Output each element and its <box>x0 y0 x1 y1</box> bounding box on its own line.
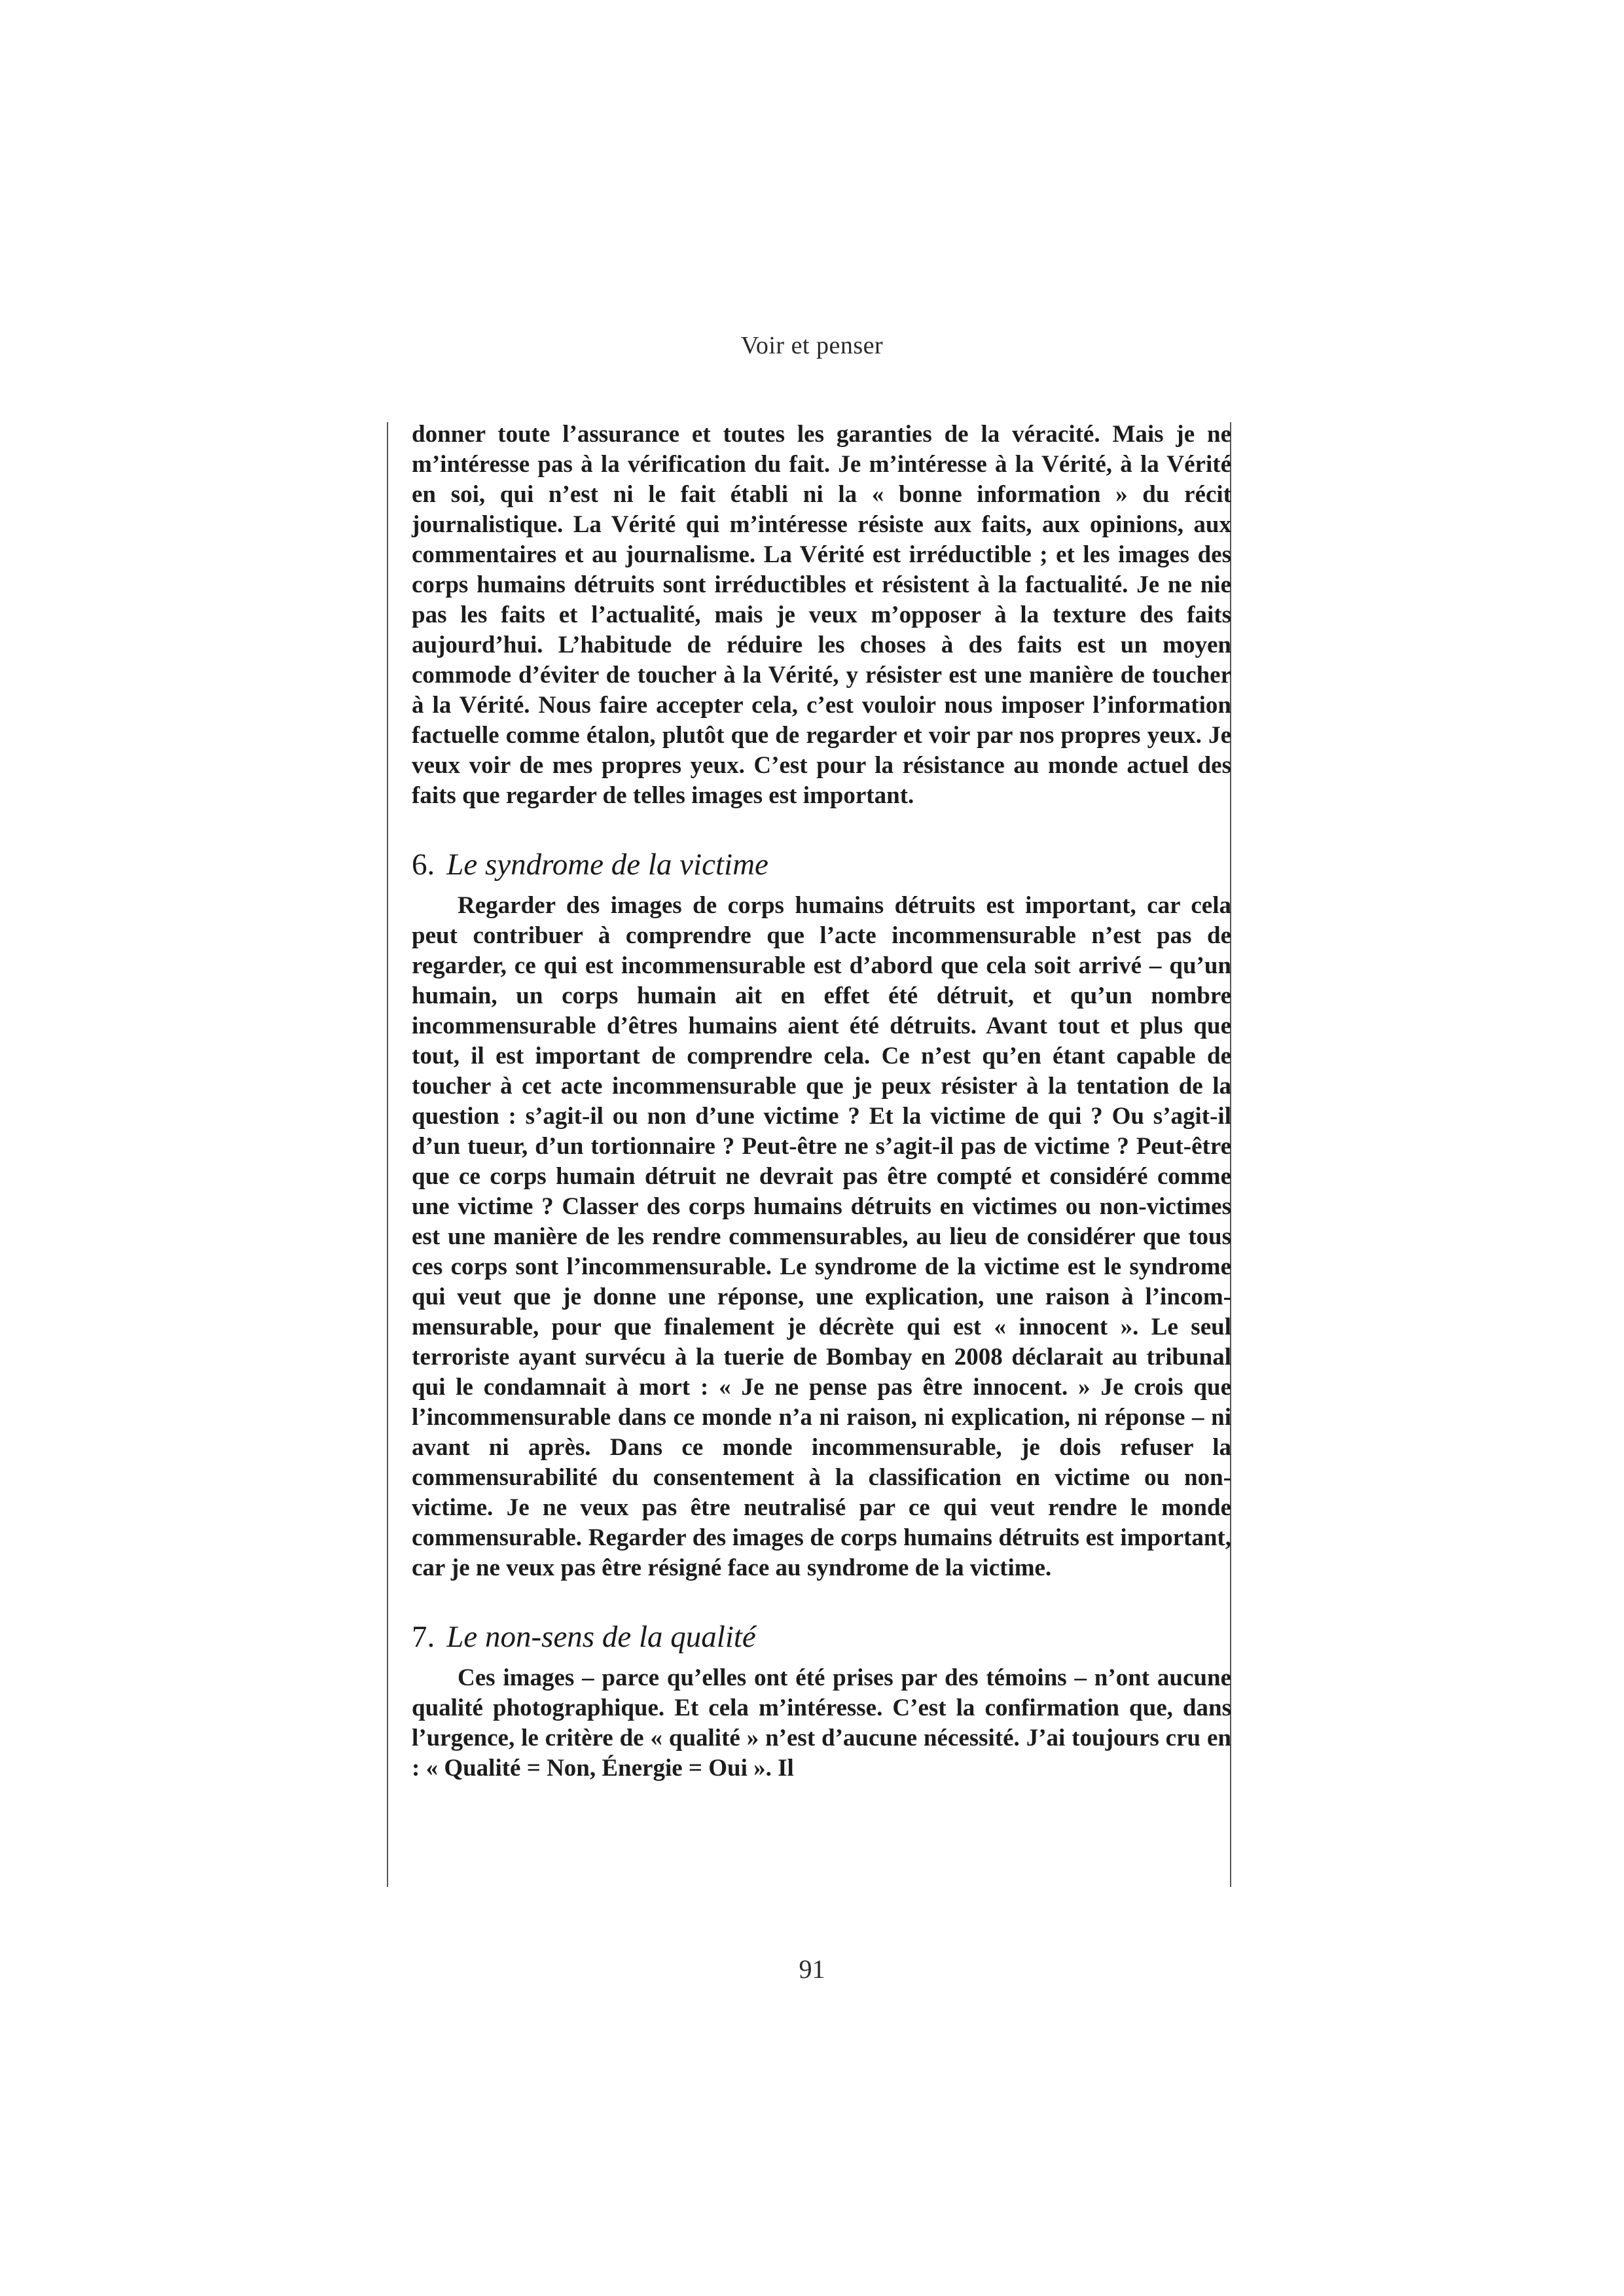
section-title: Le non-sens de la qualité <box>446 1620 756 1654</box>
section-number: 6. <box>412 848 435 882</box>
opening-paragraph: donner toute l’assurance et toutes les garanties de la véracité. Mais je ne m’intéresse pas à la vérification du fait. Je m’intéresse à la Vérité, à la Vérité en soi, qui n’est ni le fait établi ni la « bonne information » du récit journalistique. La Vérité qui m’intéresse résiste aux faits, aux opinions, aux commentaires et au journalisme. La Vérité est irréductible ; et les images des corps humains détruits sont irréductibles et résistent à la factualité. Je ne nie pas les faits et l’actualité, mais je veux m’opposer à la texture des faits aujourd’hui. L’habitude de réduire les choses à des faits est un moyen commode d’éviter de toucher à la Vérité, y résister est une manière de toucher à la Vérité. Nous faire accepter cela, c’est vouloir nous imposer l’information factuelle comme étalon, plutôt que de regarder et voir par nos propres yeux. Je veux voir de mes propres yeux. C’est pour la résistance au monde actuel des faits que regarder de telles images est important. <box>412 421 1231 809</box>
running-head: Voir et penser <box>740 332 884 359</box>
section-title: Le syndrome de la victime <box>446 848 768 882</box>
left-margin-rule <box>387 422 388 1887</box>
section-7-paragraph: Ces images – parce qu’elles ont été prises par des témoins – n’ont aucune qualité photographique. Et cela m’intéresse. C’est la confirmation que, dans l’urgence, le critère de « qualité » n’est d’aucune nécessité. J’ai toujours cru en : « Qualité = Non, Énergie = Oui ». Il <box>412 1664 1231 1782</box>
text-frame <box>387 422 1231 1887</box>
section-6-paragraph: Regarder des images de corps humains détruits est important, car cela peut contribuer à comprendre que l’acte incommensurable n’est pas de regarder, ce qui est incommensurable est d’abord que cela soit arrivé – qu’un humain, un corps humain ait en effet été détruit, et qu’un nombre incommensurable d’êtres humains aient été détruits. Avant tout et plus que tout, il est important de comprendre cela. Ce n’est qu’en étant capable de toucher à cet acte incommensurable que je peux résister à la tentation de la question : s’agit-il ou non d’une victime ? Et la victime de qui ? Ou s’agit-il d’un tueur, d’un tortionnaire ? Peut-être ne s’agit-il pas de victime ? Peut-être que ce corps humain détruit ne devrait pas être compté et considéré comme une victime ? Classer des corps humains détruits en victimes ou non-victimes est une manière de les rendre commensurables, au lieu de considérer que tous ces corps sont l’incommensurable. Le syndrome de la victime est le syndrome qui veut que je donne une réponse, une explication, une raison à l’incommensurable, pour que finalement je décrète qui est « innocent ». Le seul terroriste ayant survécu à la tuerie de Bombay en 2008 déclarait au tribunal qui le condamnait à mort : « Je ne pense pas être innocent. » Je crois que l’incommensurable dans ce monde n’a ni raison, ni explication, ni réponse – ni avant ni après. Dans ce monde incommensurable, je dois refuser la commensurabilité du consentement à la classification en victime ou non-victime. Je ne veux pas être neutralisé par ce qui veut rendre le monde commensurable. Regarder des images de corps humains détruits est important, car je ne veux pas être résigné face au syndrome de la victime. <box>412 892 1231 1581</box>
page-number: 91 <box>799 1954 825 1984</box>
section-heading-7 <box>412 1619 1231 1655</box>
body-text <box>412 420 1231 1784</box>
section-heading-6 <box>412 846 1231 883</box>
section-number: 7. <box>412 1620 435 1654</box>
